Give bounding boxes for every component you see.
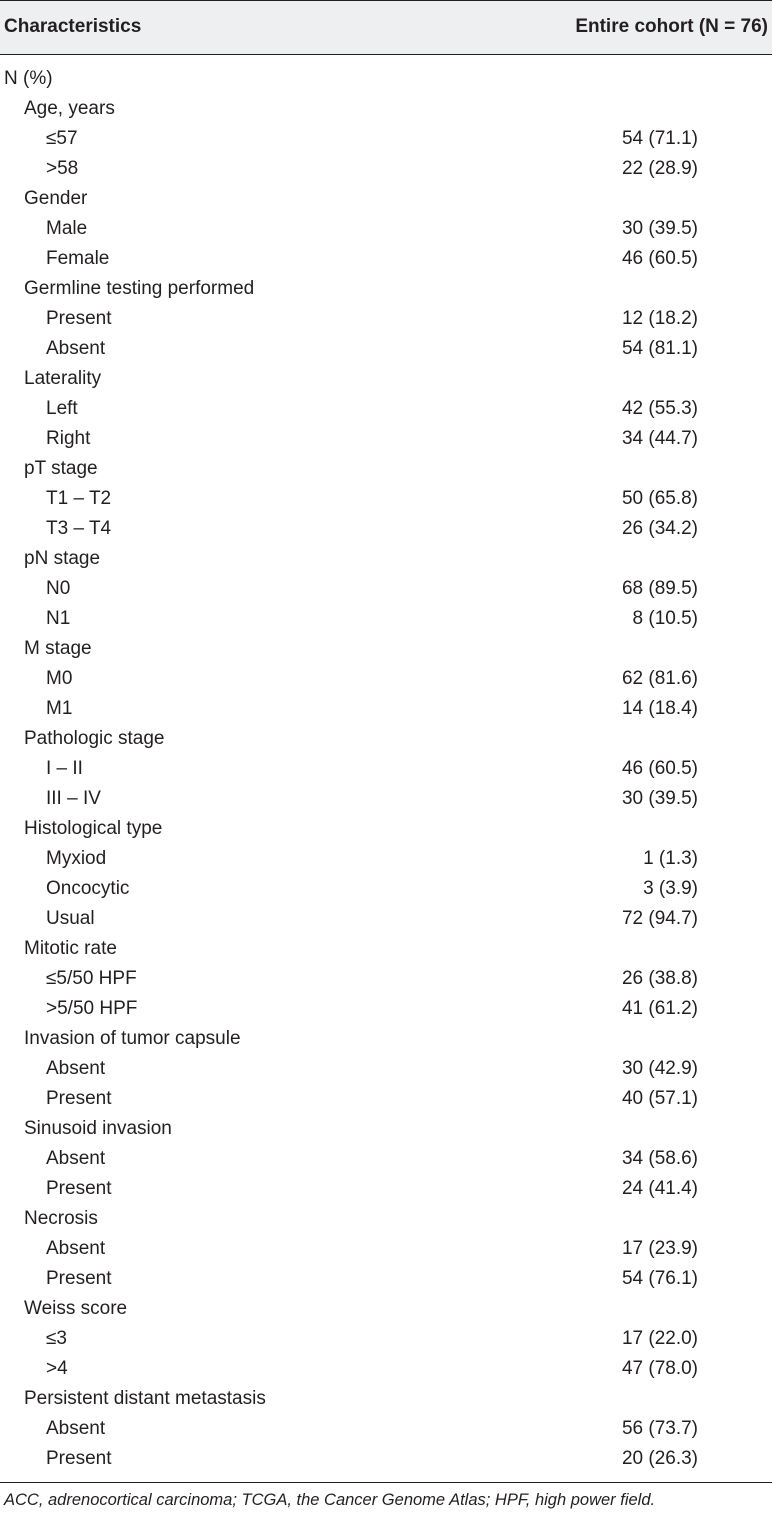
row-label: Right xyxy=(46,428,91,449)
row-value: 72 (94.7) xyxy=(621,908,698,929)
row-label: Pathologic stage xyxy=(24,728,165,749)
header-entire-cohort: Entire cohort (N = 76) xyxy=(575,16,768,37)
table-header xyxy=(0,0,772,55)
row-label: >58 xyxy=(46,158,79,179)
row-label: Male xyxy=(46,218,88,239)
row-label: Gender xyxy=(24,188,88,209)
table-row xyxy=(0,754,772,784)
row-value: 30 (39.5) xyxy=(621,788,698,809)
row-value: 26 (34.2) xyxy=(621,518,698,539)
table-row xyxy=(0,364,772,394)
row-label: Absent xyxy=(46,1418,106,1439)
table-row xyxy=(0,454,772,484)
table-row xyxy=(0,994,772,1024)
row-label: Sinusoid invasion xyxy=(24,1118,172,1139)
row-label: Present xyxy=(46,1178,112,1199)
row-label: Invasion of tumor capsule xyxy=(24,1028,241,1049)
row-label: Left xyxy=(46,398,78,419)
row-label: N0 xyxy=(46,578,71,599)
table-row xyxy=(0,214,772,244)
row-label: ≤57 xyxy=(46,128,78,149)
row-label: III – IV xyxy=(46,788,101,809)
table-row xyxy=(0,904,772,934)
row-value: 40 (57.1) xyxy=(621,1088,698,1109)
table-row xyxy=(0,1234,772,1264)
table-row xyxy=(0,814,772,844)
table-row xyxy=(0,94,772,124)
row-value: 42 (55.3) xyxy=(621,398,698,419)
row-label: Female xyxy=(46,248,110,269)
row-label: Absent xyxy=(46,1148,106,1169)
row-value: 56 (73.7) xyxy=(621,1418,698,1439)
table-row xyxy=(0,154,772,184)
row-label: >4 xyxy=(46,1358,68,1379)
table-row xyxy=(0,1264,772,1294)
row-value: 30 (39.5) xyxy=(621,218,698,239)
row-label: Germline testing performed xyxy=(24,278,255,299)
table-row xyxy=(0,544,772,574)
row-label: Present xyxy=(46,1448,112,1469)
table-row xyxy=(0,64,772,94)
table-row xyxy=(0,124,772,154)
table-body xyxy=(0,55,772,1483)
row-label: I – II xyxy=(46,758,83,779)
table-row xyxy=(0,1444,772,1474)
row-label: ≤5/50 HPF xyxy=(46,968,137,989)
row-value: 46 (60.5) xyxy=(621,248,698,269)
row-value: 54 (76.1) xyxy=(621,1268,698,1289)
table-row xyxy=(0,274,772,304)
row-label: pT stage xyxy=(24,458,98,479)
row-label: Necrosis xyxy=(24,1208,98,1229)
table-row xyxy=(0,634,772,664)
table-row xyxy=(0,1384,772,1414)
row-value: 68 (89.5) xyxy=(621,578,698,599)
row-label: Absent xyxy=(46,1238,106,1259)
row-value: 47 (78.0) xyxy=(621,1358,698,1379)
table-row xyxy=(0,724,772,754)
row-label: Histological type xyxy=(24,818,163,839)
table-row xyxy=(0,424,772,454)
table-row xyxy=(0,1414,772,1444)
table-row xyxy=(0,664,772,694)
row-value: 54 (81.1) xyxy=(621,338,698,359)
row-label: Mitotic rate xyxy=(24,938,117,959)
table-row xyxy=(0,604,772,634)
table-row xyxy=(0,1024,772,1054)
row-value: 26 (38.8) xyxy=(621,968,698,989)
row-value: 1 (1.3) xyxy=(643,848,698,869)
row-label: Present xyxy=(46,308,112,329)
row-label: N1 xyxy=(46,608,71,629)
row-label: Absent xyxy=(46,338,106,359)
row-value: 20 (26.3) xyxy=(621,1448,698,1469)
table-row xyxy=(0,934,772,964)
row-value: 54 (71.1) xyxy=(621,128,698,149)
row-label: Present xyxy=(46,1088,112,1109)
table-row xyxy=(0,244,772,274)
row-value: 12 (18.2) xyxy=(621,308,698,329)
table-row xyxy=(0,1114,772,1144)
table-row xyxy=(0,1324,772,1354)
row-label: pN stage xyxy=(24,548,101,569)
table-row xyxy=(0,964,772,994)
row-value: 8 (10.5) xyxy=(632,608,698,629)
row-label: N (%) xyxy=(4,68,53,89)
table-row xyxy=(0,394,772,424)
table-row xyxy=(0,1174,772,1204)
table-row xyxy=(0,574,772,604)
row-value: 14 (18.4) xyxy=(621,698,698,719)
row-value: 24 (41.4) xyxy=(621,1178,698,1199)
table-row xyxy=(0,484,772,514)
table-row xyxy=(0,334,772,364)
table-row xyxy=(0,694,772,724)
row-label: Oncocytic xyxy=(46,878,130,899)
row-label: Laterality xyxy=(24,368,102,389)
table-row xyxy=(0,304,772,334)
table-row xyxy=(0,1144,772,1174)
row-value: 34 (58.6) xyxy=(621,1148,698,1169)
row-label: T1 – T2 xyxy=(46,488,112,509)
row-value: 62 (81.6) xyxy=(621,668,698,689)
row-label: Age, years xyxy=(24,98,115,119)
table-row xyxy=(0,184,772,214)
table-row xyxy=(0,1294,772,1324)
table-row xyxy=(0,1354,772,1384)
row-value: 50 (65.8) xyxy=(621,488,698,509)
row-label: Absent xyxy=(46,1058,106,1079)
table-footnote: ACC, adrenocortical carcinoma; TCGA, the Cancer Genome Atlas; HPF, high power field. xyxy=(4,1491,656,1509)
table-row xyxy=(0,1204,772,1234)
row-value: 46 (60.5) xyxy=(621,758,698,779)
table-row xyxy=(0,844,772,874)
row-label: Present xyxy=(46,1268,112,1289)
row-label: M0 xyxy=(46,668,73,689)
table-row xyxy=(0,514,772,544)
row-label: Myxiod xyxy=(46,848,107,869)
row-label: >5/50 HPF xyxy=(46,998,138,1019)
table-row xyxy=(0,784,772,814)
row-label: M stage xyxy=(24,638,92,659)
row-label: M1 xyxy=(46,698,73,719)
row-value: 22 (28.9) xyxy=(621,158,698,179)
row-value: 34 (44.7) xyxy=(621,428,698,449)
row-value: 17 (22.0) xyxy=(621,1328,698,1349)
row-value: 17 (23.9) xyxy=(621,1238,698,1259)
row-value: 3 (3.9) xyxy=(643,878,698,899)
table-row xyxy=(0,1054,772,1084)
header-characteristics: Characteristics xyxy=(4,16,142,37)
row-value: 30 (42.9) xyxy=(621,1058,698,1079)
row-label: ≤3 xyxy=(46,1328,67,1349)
row-label: Weiss score xyxy=(24,1298,128,1319)
table-row xyxy=(0,1084,772,1114)
row-label: T3 – T4 xyxy=(46,518,112,539)
row-label: Usual xyxy=(46,908,95,929)
row-label: Persistent distant metastasis xyxy=(24,1388,266,1409)
row-value: 41 (61.2) xyxy=(621,998,698,1019)
table-row xyxy=(0,874,772,904)
